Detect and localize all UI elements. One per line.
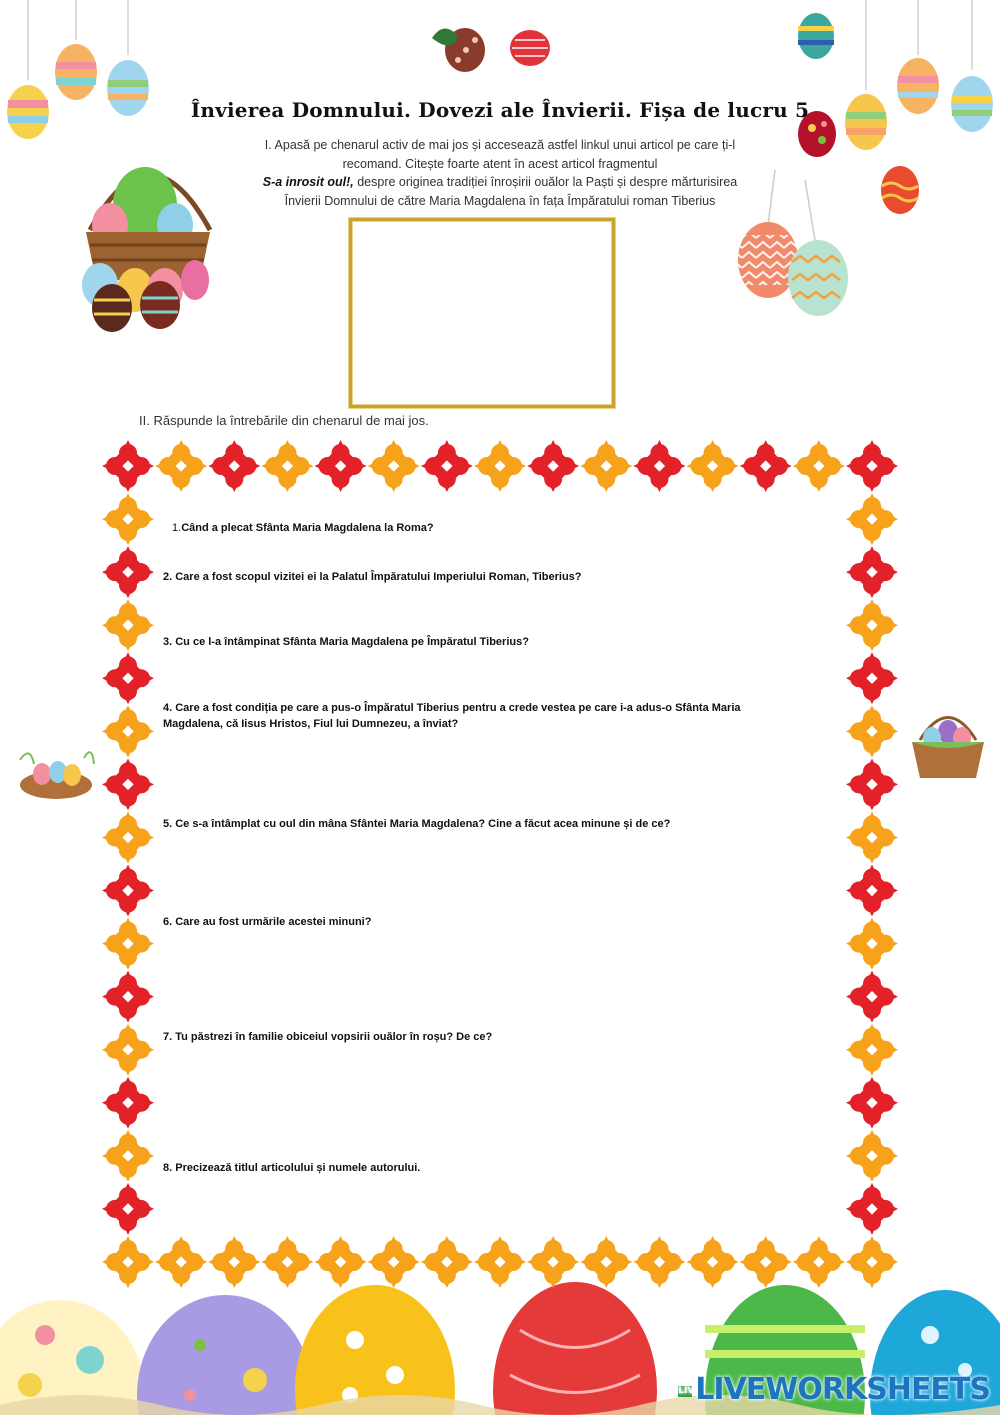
question-1-number: 1. bbox=[172, 522, 182, 534]
border-flower bbox=[474, 440, 526, 492]
border-flower bbox=[846, 1024, 898, 1076]
question-7: 7. Tu păstrezi în familie obiceiul vopsirii ouălor în roșu? De ce? bbox=[163, 1031, 493, 1043]
border-flower bbox=[527, 440, 579, 492]
question-4: 4. Care a fost condiția pe care a pus-o Împăratul Tiberius pentru a crede vestea pe care i-a adus-o Sfânta Maria Magdalena, că Iisus Hristos, Fiul lui Dumnezeu, a înviat? bbox=[163, 702, 741, 730]
border-flower bbox=[846, 705, 898, 757]
intro-instructions bbox=[200, 136, 800, 210]
border-flower bbox=[846, 599, 898, 651]
border-flower bbox=[580, 440, 632, 492]
border-flower bbox=[846, 440, 898, 492]
question-1 bbox=[172, 520, 812, 536]
border-flower bbox=[421, 1236, 473, 1288]
border-flower bbox=[368, 1236, 420, 1288]
border-flower bbox=[208, 440, 260, 492]
answer-3-field[interactable] bbox=[163, 654, 807, 678]
border-flower bbox=[102, 1183, 154, 1235]
border-flower bbox=[474, 1236, 526, 1288]
border-flower bbox=[846, 1236, 898, 1288]
border-flower bbox=[155, 440, 207, 492]
basket-right-icon bbox=[912, 718, 984, 779]
question-6: 6. Care au fost urmările acestei minuni? bbox=[163, 916, 372, 928]
border-flower bbox=[793, 1236, 845, 1288]
border-flower bbox=[102, 493, 154, 545]
border-flower bbox=[846, 971, 898, 1023]
answer-4-field[interactable] bbox=[163, 742, 807, 766]
watermark-text: LIVEWORKSHEETS bbox=[695, 1372, 990, 1407]
border-flower bbox=[846, 1183, 898, 1235]
border-flower bbox=[793, 440, 845, 492]
answer-6-field[interactable] bbox=[163, 936, 807, 960]
page-title: Învierea Domnului. Dovezi ale Învierii. Fișa de lucru 5 bbox=[190, 98, 810, 122]
question-5: 5. Ce s-a întâmplat cu oul din mâna Sfântei Maria Magdalena? Cine a făcut acea minune și de ce? bbox=[163, 818, 671, 830]
easter-basket-icon bbox=[82, 167, 210, 332]
answer-2-field[interactable] bbox=[163, 589, 807, 613]
liveworksheets-watermark bbox=[678, 1372, 990, 1407]
border-flower bbox=[261, 1236, 313, 1288]
border-flower bbox=[102, 705, 154, 757]
answer-8-field[interactable] bbox=[163, 1182, 807, 1206]
intro-line-1: I. Apasă pe chenarul activ de mai jos și accesează astfel linkul unui articol pe care ți-l bbox=[264, 138, 736, 152]
border-flower bbox=[208, 1236, 260, 1288]
question-3: 3. Cu ce l-a întâmpinat Sfânta Maria Magdalena pe Împăratul Tiberius? bbox=[163, 636, 529, 648]
border-flower bbox=[846, 758, 898, 810]
border-flower bbox=[102, 865, 154, 917]
answer-7-field[interactable] bbox=[163, 1052, 807, 1076]
border-flower bbox=[846, 1130, 898, 1182]
border-flower bbox=[102, 1236, 154, 1288]
top-eggs-icon bbox=[432, 28, 550, 72]
section-2-instructions: II. Răspunde la întrebările din chenarul de mai jos. bbox=[139, 413, 429, 428]
border-flower bbox=[421, 440, 473, 492]
border-flower bbox=[102, 599, 154, 651]
border-flower bbox=[846, 652, 898, 704]
border-flower bbox=[102, 971, 154, 1023]
border-flower bbox=[155, 1236, 207, 1288]
border-flower bbox=[527, 1236, 579, 1288]
border-flower bbox=[846, 493, 898, 545]
border-flower bbox=[368, 440, 420, 492]
article-link-box[interactable] bbox=[349, 218, 615, 408]
border-flower bbox=[315, 440, 367, 492]
border-flower bbox=[687, 440, 739, 492]
border-flower bbox=[740, 440, 792, 492]
question-8: 8. Precizează titlul articolului și numele autorului. bbox=[163, 1162, 421, 1174]
border-flower bbox=[102, 918, 154, 970]
border-flower bbox=[580, 1236, 632, 1288]
border-flower bbox=[846, 918, 898, 970]
border-flower bbox=[102, 1024, 154, 1076]
nest-left-icon bbox=[20, 752, 94, 799]
article-fragment-title: S-a inrosit oul!, bbox=[262, 175, 354, 189]
border-flower bbox=[102, 440, 154, 492]
answer-1-field[interactable] bbox=[163, 540, 807, 564]
intro-line-2: recomand. Citește foarte atent în acest articol fragmentul bbox=[342, 156, 658, 171]
border-flower bbox=[633, 1236, 685, 1288]
border-flower bbox=[261, 440, 313, 492]
border-flower bbox=[102, 546, 154, 598]
border-flower bbox=[846, 865, 898, 917]
border-flower bbox=[687, 1236, 739, 1288]
border-flower bbox=[102, 652, 154, 704]
border-flower bbox=[846, 546, 898, 598]
question-2: 2. Care a fost scopul vizitei ei la Palatul Împăratului Imperiului Roman, Tiberius? bbox=[163, 571, 582, 583]
intro-line-3 bbox=[200, 173, 800, 192]
border-flower bbox=[102, 811, 154, 863]
border-flower bbox=[102, 1130, 154, 1182]
live-badge: LIVE bbox=[678, 1386, 701, 1396]
border-flower bbox=[315, 1236, 367, 1288]
border-flower bbox=[846, 811, 898, 863]
answer-5-field[interactable] bbox=[163, 838, 807, 862]
border-flower bbox=[846, 1077, 898, 1129]
border-flower bbox=[102, 758, 154, 810]
question-1-text: Când a plecat Sfânta Maria Magdalena la Roma? bbox=[181, 522, 434, 534]
border-flower bbox=[102, 1077, 154, 1129]
intro-line-3-text: despre originea tradiției înroșirii ouălor la Paști și despre mărturisirea bbox=[353, 175, 738, 189]
intro-line-4: Învierii Domnului de către Maria Magdalena în fața Împăratului roman Tiberius bbox=[284, 193, 716, 208]
border-flower bbox=[740, 1236, 792, 1288]
border-flower bbox=[633, 440, 685, 492]
